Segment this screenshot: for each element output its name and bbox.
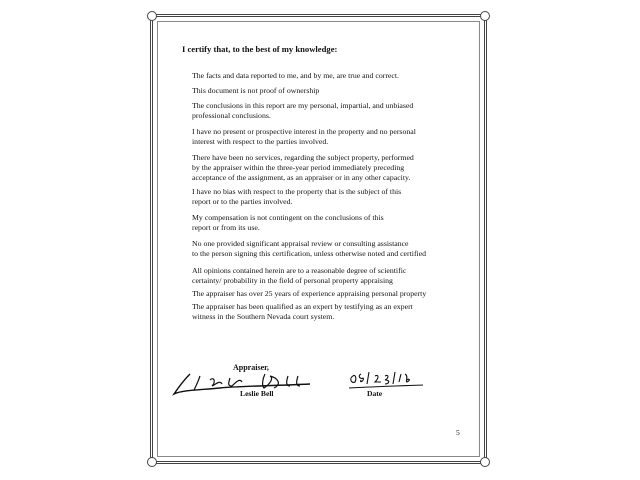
statement-experience: The appraiser has over 25 years of experience appraising personal property bbox=[192, 289, 427, 298]
statement-expert: The appraiser has been qualified as an expert by testifying as an expert witness in the Southern Nevada court system. bbox=[192, 302, 413, 321]
statement-services: There have been no services, regarding the subject property, performed by the appraiser within the three-year period immediately preceding acceptance of the assignment, as an appraiser or in any other capacity. bbox=[192, 153, 414, 182]
corner-ornament bbox=[480, 457, 490, 467]
appraiser-name: Leslie Bell bbox=[240, 389, 274, 398]
statement-facts: The facts and data reported to me, and by me, are true and correct. bbox=[192, 71, 399, 80]
certification-heading: I certify that, to the best of my knowledge: bbox=[182, 44, 338, 54]
corner-ornament bbox=[480, 11, 490, 21]
statement-bias: I have no bias with respect to the property that is the subject of this report or to the parties involved. bbox=[192, 187, 402, 206]
statement-opinions: All opinions contained herein are to a reasonable degree of scientific certainty/ probability in the field of personal property appraising bbox=[192, 266, 407, 285]
handwritten-date bbox=[345, 368, 425, 394]
appraiser-label: Appraiser, bbox=[233, 363, 269, 372]
date-label: Date bbox=[367, 389, 383, 398]
statement-interest: I have no present or prospective interest in the property and no personal interest with respect to the parties involved. bbox=[192, 127, 416, 146]
statement-compensation: My compensation is not contingent on the conclusions of this report or from its use. bbox=[192, 213, 384, 232]
corner-ornament bbox=[147, 11, 157, 21]
statement-ownership: This document is not proof of ownership bbox=[192, 86, 320, 95]
statement-review: No one provided significant appraisal review or consulting assistance to the person signing this certification, unless otherwise noted and certified bbox=[192, 239, 427, 258]
corner-ornament bbox=[147, 457, 157, 467]
page-number: 5 bbox=[456, 428, 460, 437]
statement-conclusions: The conclusions in this report are my personal, impartial, and unbiased professional conclusions. bbox=[192, 101, 414, 120]
